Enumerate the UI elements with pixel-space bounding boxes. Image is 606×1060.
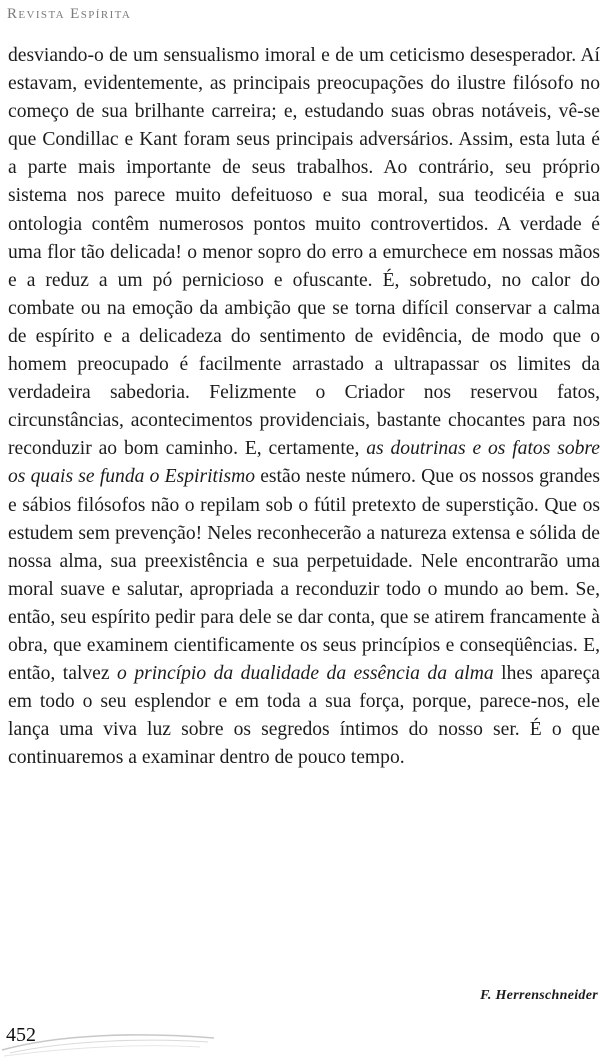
article-text-segment: lhes apareça em todo o seu esplendor e em toda a sua força, porque, parece-nos, ele lança uma viva luz sobre os segredos íntimos do nosso ser. É o que continuaremos a examinar dentro de pouco tempo. [8, 663, 600, 769]
running-header: Revista Espírita [7, 6, 132, 22]
article-text-segment: estão neste número. Que os nossos grandes e sábios filósofos não o repilam sob o fútil pretexto de superstição. Que os estudem sem prevenção! Neles reconhecerão a natureza extensa e sólida de nossa alma, sua preexistência e sua perpetuidade. Nele encontrarão uma moral suave e salutar, apropriada a reconduzir todo o mundo ao bem. Se, então, seu espírito pedir para dele se dar conta, que se atirem francamente à obra, que examinem cientificamente os seus princípios e conseqüências. E, então, talvez [8, 466, 600, 685]
article-text-segment: desviando-o de um sensualismo imoral e de um ceticismo desesperador. Aí estavam, evidentemente, as principais preocupações do ilustre filósofo no começo de sua brilhante carreira; e, estudando suas obras notáveis, vê-se que Condillac e Kant foram seus principais adversários. Assim, esta luta é a parte mais importante de seus trabalhos. Ao contrário, seu próprio sistema nos parece muito defeituoso e sua moral, sua teodicéia e sua ontologia contêm numerosos pontos muito controvertidos. A verdade é uma flor tão delicada! o menor sopro do erro a emurchece em nossas mãos e a reduz a um pó pernicioso e ofuscante. É, sobretudo, no calor do combate ou na emoção da ambição que se torna difícil conservar a calma de espírito e a delicadeza do sentimento de evidência, de modo que o homem preocupado é facilmente arrastado a ultrapassar os limites da verdadeira sabedoria. Felizmente o Criador nos reservou fatos, circunstâncias, acontecimentos providenciais, bastante chocantes para nos reconduzir ao bom caminho. E, certamente, [8, 45, 600, 460]
author-signature: F. Herrenschneider [480, 988, 598, 1003]
italic-phrase-dualidade: o princípio da dualidade da essência da alma [117, 663, 494, 685]
page-number: 452 [6, 1024, 36, 1046]
italic-phrase-doctrines: as doutrinas e os fatos sobre os quais se funda o Espiritismo [8, 438, 601, 488]
article-body [8, 42, 600, 772]
